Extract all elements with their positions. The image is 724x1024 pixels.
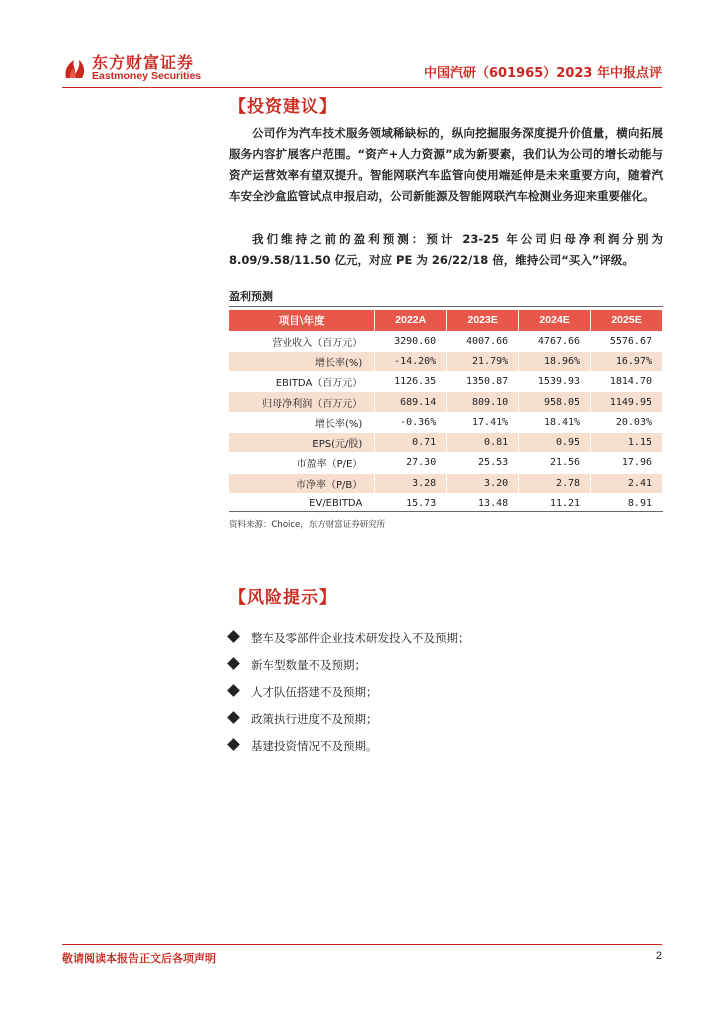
risk-item (229, 738, 663, 765)
row-label: 增长率(%) (229, 351, 375, 371)
table-cell: 15.73 (375, 493, 447, 513)
table-row (229, 473, 663, 493)
table-cell: 4007.66 (447, 331, 519, 351)
table-cell: 3290.60 (375, 331, 447, 351)
table-cell: 809.10 (447, 392, 519, 412)
table-cell: 4767.66 (519, 331, 591, 351)
table-body (229, 331, 663, 514)
row-label: 增长率(%) (229, 412, 375, 432)
risk-item-text: 人才队伍搭建不及预期； (251, 685, 378, 699)
row-label: EPS(元/股) (229, 432, 375, 452)
table-cell: 1.15 (591, 432, 663, 452)
table-cell: 1149.95 (591, 392, 663, 412)
table-cell: 1539.93 (519, 372, 591, 392)
risk-item (229, 711, 663, 738)
risk-item (229, 657, 663, 684)
row-label: 市盈率（P/E） (229, 453, 375, 473)
table-cell: 17.41% (447, 412, 519, 432)
risk-item (229, 684, 663, 711)
table-cell: 689.14 (375, 392, 447, 412)
table-row (229, 432, 663, 452)
risk-item-text: 新车型数量不及预期； (251, 658, 366, 672)
risk-item-text: 政策执行进度不及预期； (251, 712, 378, 726)
page-header (62, 50, 662, 86)
table-cell: 8.91 (591, 493, 663, 513)
table-cell: 21.79% (447, 351, 519, 371)
table-cell: 3.28 (375, 473, 447, 493)
table-cell: 16.97% (591, 351, 663, 371)
report-title: 中国汽研（601965）2023 年中报点评 (424, 66, 662, 81)
table-row (229, 372, 663, 392)
table-row (229, 331, 663, 351)
diamond-bullet-icon (227, 711, 240, 724)
forecast-table (229, 310, 663, 514)
footer-disclaimer: 敬请阅读本报告正文后各项声明 (62, 952, 216, 965)
table-cell: 18.41% (519, 412, 591, 432)
table-row (229, 392, 663, 412)
table-row (229, 453, 663, 473)
table-cell: 958.05 (519, 392, 591, 412)
table-cell: 13.48 (447, 493, 519, 513)
table-cell: 18.96% (519, 351, 591, 371)
table-cell: 3.20 (447, 473, 519, 493)
table-header-row (229, 310, 663, 331)
header-divider (62, 87, 662, 88)
table-cell: 11.21 (519, 493, 591, 513)
table-cell: 0.71 (375, 432, 447, 452)
table-cell: 1814.70 (591, 372, 663, 392)
table-bottom-divider (229, 511, 663, 512)
diamond-bullet-icon (227, 738, 240, 751)
risk-list (229, 630, 663, 765)
table-cell: 2.41 (591, 473, 663, 493)
row-label: EBITDA（百万元） (229, 372, 375, 392)
table-caption: 盈利预测 (229, 290, 273, 303)
table-cell: 0.95 (519, 432, 591, 452)
table-row (229, 412, 663, 432)
risk-heading: 【风险提示】 (229, 588, 337, 608)
row-label: 市净率（P/B） (229, 473, 375, 493)
risk-item-text: 整车及零部件企业技术研发投入不及预期； (251, 631, 470, 645)
investment-heading: 【投资建议】 (229, 97, 337, 117)
diamond-bullet-icon (227, 630, 240, 643)
investment-paragraph-2: 我们维持之前的盈利预测：预计 23-25 年公司归母净利润分别为 8.09/9.58/11.50 亿元，对应 PE 为 26/22/18 倍，维持公司“买入”评级。 (229, 232, 663, 267)
row-label: EV/EBITDA (229, 493, 375, 513)
risk-item-text: 基建投资情况不及预期。 (251, 739, 378, 753)
column-header: 2024E (519, 310, 591, 331)
flame-logo-icon (62, 52, 88, 82)
table-source: 资料来源：Choice，东方财富证券研究所 (229, 520, 386, 530)
column-header: 项目\年度 (229, 310, 375, 331)
table-cell: 1126.35 (375, 372, 447, 392)
table-cell: 1350.87 (447, 372, 519, 392)
eastmoney-logo (62, 50, 212, 86)
table-cell: 21.56 (519, 453, 591, 473)
table-cell: 27.30 (375, 453, 447, 473)
diamond-bullet-icon (227, 657, 240, 670)
table-cell: 17.96 (591, 453, 663, 473)
logo-chinese: 东方财富证券 (92, 53, 195, 72)
caption-divider (229, 306, 663, 307)
table-cell: 20.03% (591, 412, 663, 432)
table-cell: 5576.67 (591, 331, 663, 351)
risk-item (229, 630, 663, 657)
diamond-bullet-icon (227, 684, 240, 697)
column-header: 2023E (447, 310, 519, 331)
footer-divider (62, 944, 662, 945)
column-header: 2022A (375, 310, 447, 331)
table-cell: 2.78 (519, 473, 591, 493)
logo-english: Eastmoney Securities (92, 70, 202, 82)
table-row (229, 351, 663, 371)
table-cell: -0.36% (375, 412, 447, 432)
row-label: 营业收入（百万元） (229, 331, 375, 351)
column-header: 2025E (591, 310, 663, 331)
investment-paragraph-1: 公司作为汽车技术服务领域稀缺标的，纵向挖掘服务深度提升价值量，横向拓展服务内容扩展客户范围。“资产+人力资源”成为新要素，我们认为公司的增长动能与资产运营效率有望双提升。智能网联汽车监管向使用端延伸是未来重要方向，随着汽车安全沙盒监管试点申报启动，公司新能源及智能网联汽车检测业务迎来重要催化。 (229, 126, 663, 203)
table-cell: 0.81 (447, 432, 519, 452)
row-label: 归母净利润（百万元） (229, 392, 375, 412)
table-cell: 25.53 (447, 453, 519, 473)
table-cell: -14.20% (375, 351, 447, 371)
page-number: 2 (655, 950, 662, 962)
